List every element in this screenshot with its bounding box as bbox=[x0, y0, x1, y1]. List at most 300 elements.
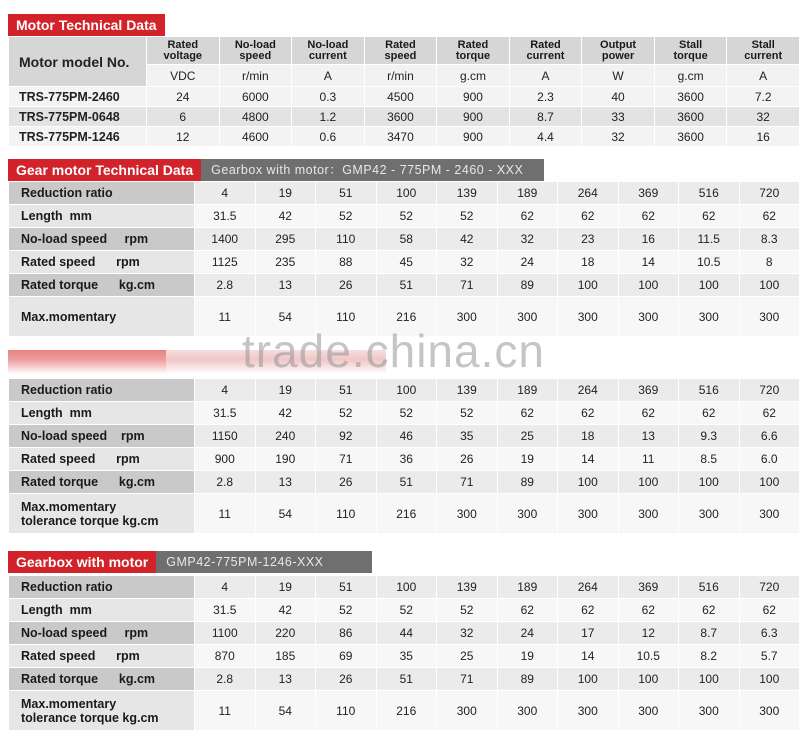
gear2-value-cell: 62 bbox=[679, 402, 740, 425]
motor-value-cell: 900 bbox=[437, 107, 510, 127]
gear1-row-label: Length mm bbox=[9, 205, 195, 228]
motor-model-name: TRS-775PM-2460 bbox=[9, 87, 147, 107]
motor-value-cell: 2.3 bbox=[509, 87, 582, 107]
motor-section-title: Motor Technical Data bbox=[8, 14, 165, 36]
gear3-value-cell: 32 bbox=[437, 622, 498, 645]
motor-value-cell: 32 bbox=[727, 107, 800, 127]
motor-value-cell: 3600 bbox=[654, 87, 727, 107]
gear1-value-cell: 62 bbox=[497, 205, 558, 228]
motor-column-header-line1: No-load bbox=[234, 38, 276, 51]
gear1-value-cell: 139 bbox=[437, 182, 498, 205]
motor-column-header-line1: Stall bbox=[751, 38, 775, 51]
gear3-row-label: Length mm bbox=[9, 599, 195, 622]
gear3-value-cell: 100 bbox=[376, 576, 437, 599]
gear3-value-cell: 264 bbox=[558, 576, 619, 599]
gear3-value-cell: 62 bbox=[679, 599, 740, 622]
gear3-value-cell: 69 bbox=[316, 645, 377, 668]
gear3-value-cell: 62 bbox=[558, 599, 619, 622]
gear1-value-cell: 100 bbox=[376, 182, 437, 205]
gear2-row bbox=[9, 471, 800, 494]
motor-model-name: TRS-775PM-0648 bbox=[9, 107, 147, 127]
gear3-row bbox=[9, 691, 800, 731]
gear2-value-cell: 4 bbox=[195, 379, 256, 402]
motor-column-header bbox=[364, 37, 437, 65]
gear1-value-cell: 31.5 bbox=[195, 205, 256, 228]
motor-value-cell: 0.3 bbox=[292, 87, 365, 107]
gear1-section-header bbox=[8, 159, 544, 181]
gear1-value-cell: 720 bbox=[739, 182, 800, 205]
motor-column-header-line2: current bbox=[744, 49, 783, 62]
gear3-value-cell: 13 bbox=[255, 668, 316, 691]
motor-column-header bbox=[654, 37, 727, 65]
gear1-row bbox=[9, 182, 800, 205]
motor-column-header-line1: Output bbox=[600, 38, 637, 51]
gear2-value-cell: 516 bbox=[679, 379, 740, 402]
gear3-value-cell: 6.3 bbox=[739, 622, 800, 645]
gear1-value-cell: 264 bbox=[558, 182, 619, 205]
gear3-value-cell: 24 bbox=[497, 622, 558, 645]
gear3-value-cell: 42 bbox=[255, 599, 316, 622]
gear1-value-cell: 10.5 bbox=[679, 251, 740, 274]
gear1-value-cell: 1400 bbox=[195, 228, 256, 251]
gear1-value-cell: 300 bbox=[558, 297, 619, 337]
gear2-value-cell: 54 bbox=[255, 494, 316, 534]
gear3-value-cell: 720 bbox=[739, 576, 800, 599]
gear1-value-cell: 11 bbox=[195, 297, 256, 337]
gear1-value-cell: 216 bbox=[376, 297, 437, 337]
gear3-value-cell: 139 bbox=[437, 576, 498, 599]
motor-value-cell: 4500 bbox=[364, 87, 437, 107]
gear2-value-cell: 300 bbox=[679, 494, 740, 534]
gear2-value-cell: 26 bbox=[316, 471, 377, 494]
motor-header-row bbox=[9, 37, 800, 65]
motor-column-header-line2: torque bbox=[455, 49, 491, 62]
gear1-value-cell: 62 bbox=[618, 205, 679, 228]
motor-unit-cell: A bbox=[727, 65, 800, 87]
gear2-value-cell: 100 bbox=[618, 471, 679, 494]
gear1-row bbox=[9, 251, 800, 274]
gear2-value-cell: 100 bbox=[558, 471, 619, 494]
gear1-value-cell: 13 bbox=[255, 274, 316, 297]
gear1-row-label bbox=[9, 297, 195, 337]
motor-column-header-line2: power bbox=[601, 49, 635, 62]
gear2-value-cell: 52 bbox=[376, 402, 437, 425]
gear1-value-cell: 300 bbox=[739, 297, 800, 337]
gear1-row bbox=[9, 274, 800, 297]
gear2-value-cell: 13 bbox=[618, 425, 679, 448]
motor-value-cell: 4.4 bbox=[509, 127, 582, 147]
gear3-value-cell: 870 bbox=[195, 645, 256, 668]
motor-column-header bbox=[437, 37, 510, 65]
motor-value-cell: 4600 bbox=[219, 127, 292, 147]
motor-value-cell: 33 bbox=[582, 107, 655, 127]
gear2-value-cell: 300 bbox=[739, 494, 800, 534]
gear2-value-cell: 9.3 bbox=[679, 425, 740, 448]
gear1-value-cell: 300 bbox=[618, 297, 679, 337]
gear1-row bbox=[9, 228, 800, 251]
gear2-row-label: Length mm bbox=[9, 402, 195, 425]
motor-column-header-line2: current bbox=[308, 49, 347, 62]
motor-value-cell: 12 bbox=[147, 127, 220, 147]
gear1-value-cell: 300 bbox=[437, 297, 498, 337]
gear3-value-cell: 86 bbox=[316, 622, 377, 645]
gear1-value-cell: 235 bbox=[255, 251, 316, 274]
gear1-value-cell: 58 bbox=[376, 228, 437, 251]
gear2-value-cell: 51 bbox=[316, 379, 377, 402]
gear2-row bbox=[9, 402, 800, 425]
gear1-row-label: Rated torque kg.cm bbox=[9, 274, 195, 297]
gear2-value-cell: 300 bbox=[618, 494, 679, 534]
gear1-section-subtitle: Gearbox with motor：GMP42 - 775PM - 2460 - XXX bbox=[201, 159, 544, 181]
motor-column-header-line1: Rated bbox=[385, 38, 416, 51]
motor-model-name: TRS-775PM-1246 bbox=[9, 127, 147, 147]
gear3-row-label bbox=[9, 691, 195, 731]
gear1-value-cell: 100 bbox=[558, 274, 619, 297]
gear3-section-title: Gearbox with motor bbox=[8, 551, 156, 573]
gear2-row bbox=[9, 494, 800, 534]
gear3-value-cell: 300 bbox=[437, 691, 498, 731]
gear3-value-cell: 11 bbox=[195, 691, 256, 731]
gear2-value-cell: 264 bbox=[558, 379, 619, 402]
gear2-value-cell: 31.5 bbox=[195, 402, 256, 425]
gear3-value-cell: 44 bbox=[376, 622, 437, 645]
gear2-table bbox=[8, 378, 800, 534]
gear3-value-cell: 14 bbox=[558, 645, 619, 668]
gear3-value-cell: 216 bbox=[376, 691, 437, 731]
gear1-value-cell: 88 bbox=[316, 251, 377, 274]
gear3-value-cell: 51 bbox=[376, 668, 437, 691]
gear2-row-label: No-load speed rpm bbox=[9, 425, 195, 448]
gear3-value-cell: 19 bbox=[255, 576, 316, 599]
gear2-row-label-line1: Max.momentary bbox=[21, 499, 117, 514]
gear1-value-cell: 189 bbox=[497, 182, 558, 205]
gear2-value-cell: 19 bbox=[497, 448, 558, 471]
motor-column-header-line2: speed bbox=[239, 49, 272, 62]
gear1-value-cell: 14 bbox=[618, 251, 679, 274]
motor-unit-cell: r/min bbox=[364, 65, 437, 87]
gear1-value-cell: 2.8 bbox=[195, 274, 256, 297]
gear1-row-label: Rated speed rpm bbox=[9, 251, 195, 274]
gear1-value-cell: 62 bbox=[739, 205, 800, 228]
gear3-row-label: No-load speed rpm bbox=[9, 622, 195, 645]
gear3-value-cell: 2.8 bbox=[195, 668, 256, 691]
gear1-value-cell: 42 bbox=[255, 205, 316, 228]
gear3-value-cell: 369 bbox=[618, 576, 679, 599]
gear1-value-cell: 52 bbox=[316, 205, 377, 228]
gear3-value-cell: 54 bbox=[255, 691, 316, 731]
gear2-value-cell: 1150 bbox=[195, 425, 256, 448]
motor-value-cell: 40 bbox=[582, 87, 655, 107]
gear3-value-cell: 17 bbox=[558, 622, 619, 645]
gear2-value-cell: 62 bbox=[558, 402, 619, 425]
motor-column-header-line1: Rated bbox=[167, 38, 199, 51]
gear2-row-label-line2: tolerance torque kg.cm bbox=[21, 513, 159, 528]
motor-column-header-line1: Rated bbox=[457, 38, 489, 51]
motor-data-row bbox=[9, 87, 800, 107]
gear3-value-cell: 100 bbox=[739, 668, 800, 691]
gear1-value-cell: 62 bbox=[679, 205, 740, 228]
gear1-value-cell: 51 bbox=[316, 182, 377, 205]
motor-value-cell: 900 bbox=[437, 127, 510, 147]
motor-value-cell: 900 bbox=[437, 87, 510, 107]
gear1-value-cell: 300 bbox=[497, 297, 558, 337]
gear2-value-cell: 2.8 bbox=[195, 471, 256, 494]
gear3-value-cell: 62 bbox=[739, 599, 800, 622]
gear2-row bbox=[9, 379, 800, 402]
gear3-value-cell: 189 bbox=[497, 576, 558, 599]
motor-column-header bbox=[582, 37, 655, 65]
gear1-value-cell: 89 bbox=[497, 274, 558, 297]
motor-value-cell: 4800 bbox=[219, 107, 292, 127]
gear3-row bbox=[9, 645, 800, 668]
gear3-row-label: Reduction ratio bbox=[9, 576, 195, 599]
gear2-value-cell: 300 bbox=[437, 494, 498, 534]
gear3-value-cell: 31.5 bbox=[195, 599, 256, 622]
gear2-row-label: Reduction ratio bbox=[9, 379, 195, 402]
motor-unit-cell: A bbox=[292, 65, 365, 87]
gear3-value-cell: 25 bbox=[437, 645, 498, 668]
motor-section-header bbox=[8, 14, 165, 36]
gear3-value-cell: 12 bbox=[618, 622, 679, 645]
gear2-value-cell: 189 bbox=[497, 379, 558, 402]
gear1-value-cell: 32 bbox=[437, 251, 498, 274]
gear3-value-cell: 52 bbox=[437, 599, 498, 622]
gear2-value-cell: 11 bbox=[618, 448, 679, 471]
gear3-row bbox=[9, 576, 800, 599]
gear2-value-cell: 71 bbox=[316, 448, 377, 471]
gear2-value-cell: 6.0 bbox=[739, 448, 800, 471]
gear1-value-cell: 52 bbox=[376, 205, 437, 228]
gear3-value-cell: 300 bbox=[497, 691, 558, 731]
gear2-value-cell: 35 bbox=[437, 425, 498, 448]
gear3-value-cell: 5.7 bbox=[739, 645, 800, 668]
gear3-value-cell: 516 bbox=[679, 576, 740, 599]
gear2-value-cell: 11 bbox=[195, 494, 256, 534]
gear1-value-cell: 24 bbox=[497, 251, 558, 274]
gear2-value-cell: 300 bbox=[497, 494, 558, 534]
motor-value-cell: 6000 bbox=[219, 87, 292, 107]
motor-column-header bbox=[147, 37, 220, 65]
motor-model-label: Motor model No. bbox=[9, 37, 147, 87]
gear1-value-cell: 110 bbox=[316, 228, 377, 251]
gear2-faded-header-accent bbox=[8, 350, 166, 374]
gear3-value-cell: 52 bbox=[316, 599, 377, 622]
gear1-value-cell: 23 bbox=[558, 228, 619, 251]
gear1-value-cell: 100 bbox=[679, 274, 740, 297]
motor-unit-cell: VDC bbox=[147, 65, 220, 87]
gear2-value-cell: 46 bbox=[376, 425, 437, 448]
gear3-value-cell: 35 bbox=[376, 645, 437, 668]
gear2-value-cell: 190 bbox=[255, 448, 316, 471]
gear3-row-label-line1: Max.momentary bbox=[21, 696, 117, 711]
gear1-section-title: Gear motor Technical Data bbox=[8, 159, 201, 181]
watermark-text: trade.china.cn bbox=[242, 325, 545, 377]
motor-column-header-line2: voltage bbox=[163, 49, 203, 62]
motor-value-cell: 3470 bbox=[364, 127, 437, 147]
gear3-value-cell: 62 bbox=[497, 599, 558, 622]
gear1-row bbox=[9, 205, 800, 228]
gear3-section-header bbox=[8, 551, 372, 573]
motor-value-cell: 3600 bbox=[364, 107, 437, 127]
gear2-value-cell: 71 bbox=[437, 471, 498, 494]
gear2-value-cell: 25 bbox=[497, 425, 558, 448]
gear3-row bbox=[9, 668, 800, 691]
motor-column-header-line1: No-load bbox=[307, 38, 349, 51]
gear2-value-cell: 300 bbox=[558, 494, 619, 534]
gear3-value-cell: 185 bbox=[255, 645, 316, 668]
motor-unit-cell: r/min bbox=[219, 65, 292, 87]
gear3-value-cell: 300 bbox=[679, 691, 740, 731]
gear2-value-cell: 42 bbox=[255, 402, 316, 425]
gear2-row bbox=[9, 425, 800, 448]
motor-value-cell: 32 bbox=[582, 127, 655, 147]
gear1-row-label-line1: Max.momentary bbox=[21, 309, 117, 324]
gear1-value-cell: 42 bbox=[437, 228, 498, 251]
gear3-row-label: Rated torque kg.cm bbox=[9, 668, 195, 691]
motor-column-header-line2: current bbox=[526, 49, 565, 62]
gear2-value-cell: 110 bbox=[316, 494, 377, 534]
gear3-row-label: Rated speed rpm bbox=[9, 645, 195, 668]
gear2-value-cell: 6.6 bbox=[739, 425, 800, 448]
gear1-value-cell: 1125 bbox=[195, 251, 256, 274]
gear2-row-label: Rated speed rpm bbox=[9, 448, 195, 471]
gear1-table bbox=[8, 181, 800, 337]
motor-column-header bbox=[219, 37, 292, 65]
gear3-row bbox=[9, 622, 800, 645]
gear2-value-cell: 62 bbox=[739, 402, 800, 425]
gear2-value-cell: 52 bbox=[437, 402, 498, 425]
gear3-value-cell: 100 bbox=[618, 668, 679, 691]
motor-value-cell: 3600 bbox=[654, 127, 727, 147]
gear2-value-cell: 13 bbox=[255, 471, 316, 494]
motor-column-header-line2: speed bbox=[384, 49, 417, 62]
gear2-value-cell: 100 bbox=[679, 471, 740, 494]
gear3-value-cell: 19 bbox=[497, 645, 558, 668]
gear1-value-cell: 71 bbox=[437, 274, 498, 297]
gear2-value-cell: 26 bbox=[437, 448, 498, 471]
gear1-value-cell: 100 bbox=[739, 274, 800, 297]
motor-column-header bbox=[292, 37, 365, 65]
motor-value-cell: 24 bbox=[147, 87, 220, 107]
motor-value-cell: 16 bbox=[727, 127, 800, 147]
gear1-value-cell: 32 bbox=[497, 228, 558, 251]
gear3-value-cell: 89 bbox=[497, 668, 558, 691]
gear2-value-cell: 240 bbox=[255, 425, 316, 448]
gear1-value-cell: 19 bbox=[255, 182, 316, 205]
gear3-value-cell: 71 bbox=[437, 668, 498, 691]
gear1-value-cell: 11.5 bbox=[679, 228, 740, 251]
gear2-value-cell: 52 bbox=[316, 402, 377, 425]
gear2-value-cell: 100 bbox=[739, 471, 800, 494]
gear2-row-label: Rated torque kg.cm bbox=[9, 471, 195, 494]
gear3-value-cell: 300 bbox=[558, 691, 619, 731]
gear2-value-cell: 18 bbox=[558, 425, 619, 448]
motor-unit-cell: g.cm bbox=[654, 65, 727, 87]
motor-column-header-line1: Stall bbox=[678, 38, 703, 51]
gear3-value-cell: 8.2 bbox=[679, 645, 740, 668]
motor-value-cell: 8.7 bbox=[509, 107, 582, 127]
motor-column-header bbox=[727, 37, 800, 65]
gear3-table bbox=[8, 575, 800, 731]
gear2-value-cell: 139 bbox=[437, 379, 498, 402]
motor-data-row bbox=[9, 107, 800, 127]
gear2-value-cell: 216 bbox=[376, 494, 437, 534]
gear2-row bbox=[9, 448, 800, 471]
gear1-row-label: Reduction ratio bbox=[9, 182, 195, 205]
gear1-value-cell: 51 bbox=[376, 274, 437, 297]
gear2-value-cell: 62 bbox=[618, 402, 679, 425]
gear3-value-cell: 100 bbox=[679, 668, 740, 691]
gear1-value-cell: 16 bbox=[618, 228, 679, 251]
gear3-section-subtitle: GMP42-775PM-1246-XXX bbox=[156, 551, 372, 573]
gear2-value-cell: 19 bbox=[255, 379, 316, 402]
motor-unit-cell: A bbox=[509, 65, 582, 87]
gear1-value-cell: 110 bbox=[316, 297, 377, 337]
motor-unit-cell: g.cm bbox=[437, 65, 510, 87]
gear3-row bbox=[9, 599, 800, 622]
gear2-value-cell: 8.5 bbox=[679, 448, 740, 471]
gear2-value-cell: 14 bbox=[558, 448, 619, 471]
gear1-value-cell: 4 bbox=[195, 182, 256, 205]
motor-technical-table bbox=[8, 36, 800, 147]
gear1-value-cell: 45 bbox=[376, 251, 437, 274]
gear2-value-cell: 51 bbox=[376, 471, 437, 494]
gear2-value-cell: 900 bbox=[195, 448, 256, 471]
gear2-value-cell: 720 bbox=[739, 379, 800, 402]
gear1-value-cell: 100 bbox=[618, 274, 679, 297]
gear3-value-cell: 1100 bbox=[195, 622, 256, 645]
gear1-value-cell: 369 bbox=[618, 182, 679, 205]
gear3-value-cell: 52 bbox=[376, 599, 437, 622]
gear3-value-cell: 8.7 bbox=[679, 622, 740, 645]
gear3-value-cell: 4 bbox=[195, 576, 256, 599]
motor-column-header-line2: torque bbox=[673, 49, 708, 62]
motor-data-row bbox=[9, 127, 800, 147]
gear1-value-cell: 26 bbox=[316, 274, 377, 297]
gear1-value-cell: 300 bbox=[679, 297, 740, 337]
motor-value-cell: 3600 bbox=[654, 107, 727, 127]
gear1-value-cell: 8 bbox=[739, 251, 800, 274]
gear1-value-cell: 8.3 bbox=[739, 228, 800, 251]
gear1-value-cell: 516 bbox=[679, 182, 740, 205]
gear1-value-cell: 54 bbox=[255, 297, 316, 337]
gear2-value-cell: 100 bbox=[376, 379, 437, 402]
gear3-value-cell: 26 bbox=[316, 668, 377, 691]
gear1-value-cell: 62 bbox=[558, 205, 619, 228]
gear3-row-label-line2: tolerance torque kg.cm bbox=[21, 710, 159, 725]
gear3-value-cell: 300 bbox=[739, 691, 800, 731]
gear3-value-cell: 100 bbox=[558, 668, 619, 691]
gear3-value-cell: 10.5 bbox=[618, 645, 679, 668]
gear3-value-cell: 51 bbox=[316, 576, 377, 599]
gear2-value-cell: 62 bbox=[497, 402, 558, 425]
motor-value-cell: 7.2 bbox=[727, 87, 800, 107]
motor-unit-cell: W bbox=[582, 65, 655, 87]
motor-value-cell: 1.2 bbox=[292, 107, 365, 127]
gear1-row-label: No-load speed rpm bbox=[9, 228, 195, 251]
gear1-value-cell: 52 bbox=[437, 205, 498, 228]
gear1-value-cell: 18 bbox=[558, 251, 619, 274]
motor-column-header-line1: Rated bbox=[530, 38, 561, 51]
gear2-value-cell: 89 bbox=[497, 471, 558, 494]
gear3-value-cell: 220 bbox=[255, 622, 316, 645]
motor-value-cell: 6 bbox=[147, 107, 220, 127]
gear2-value-cell: 36 bbox=[376, 448, 437, 471]
gear2-row-label bbox=[9, 494, 195, 534]
gear2-value-cell: 92 bbox=[316, 425, 377, 448]
gear3-value-cell: 300 bbox=[618, 691, 679, 731]
gear1-value-cell: 295 bbox=[255, 228, 316, 251]
